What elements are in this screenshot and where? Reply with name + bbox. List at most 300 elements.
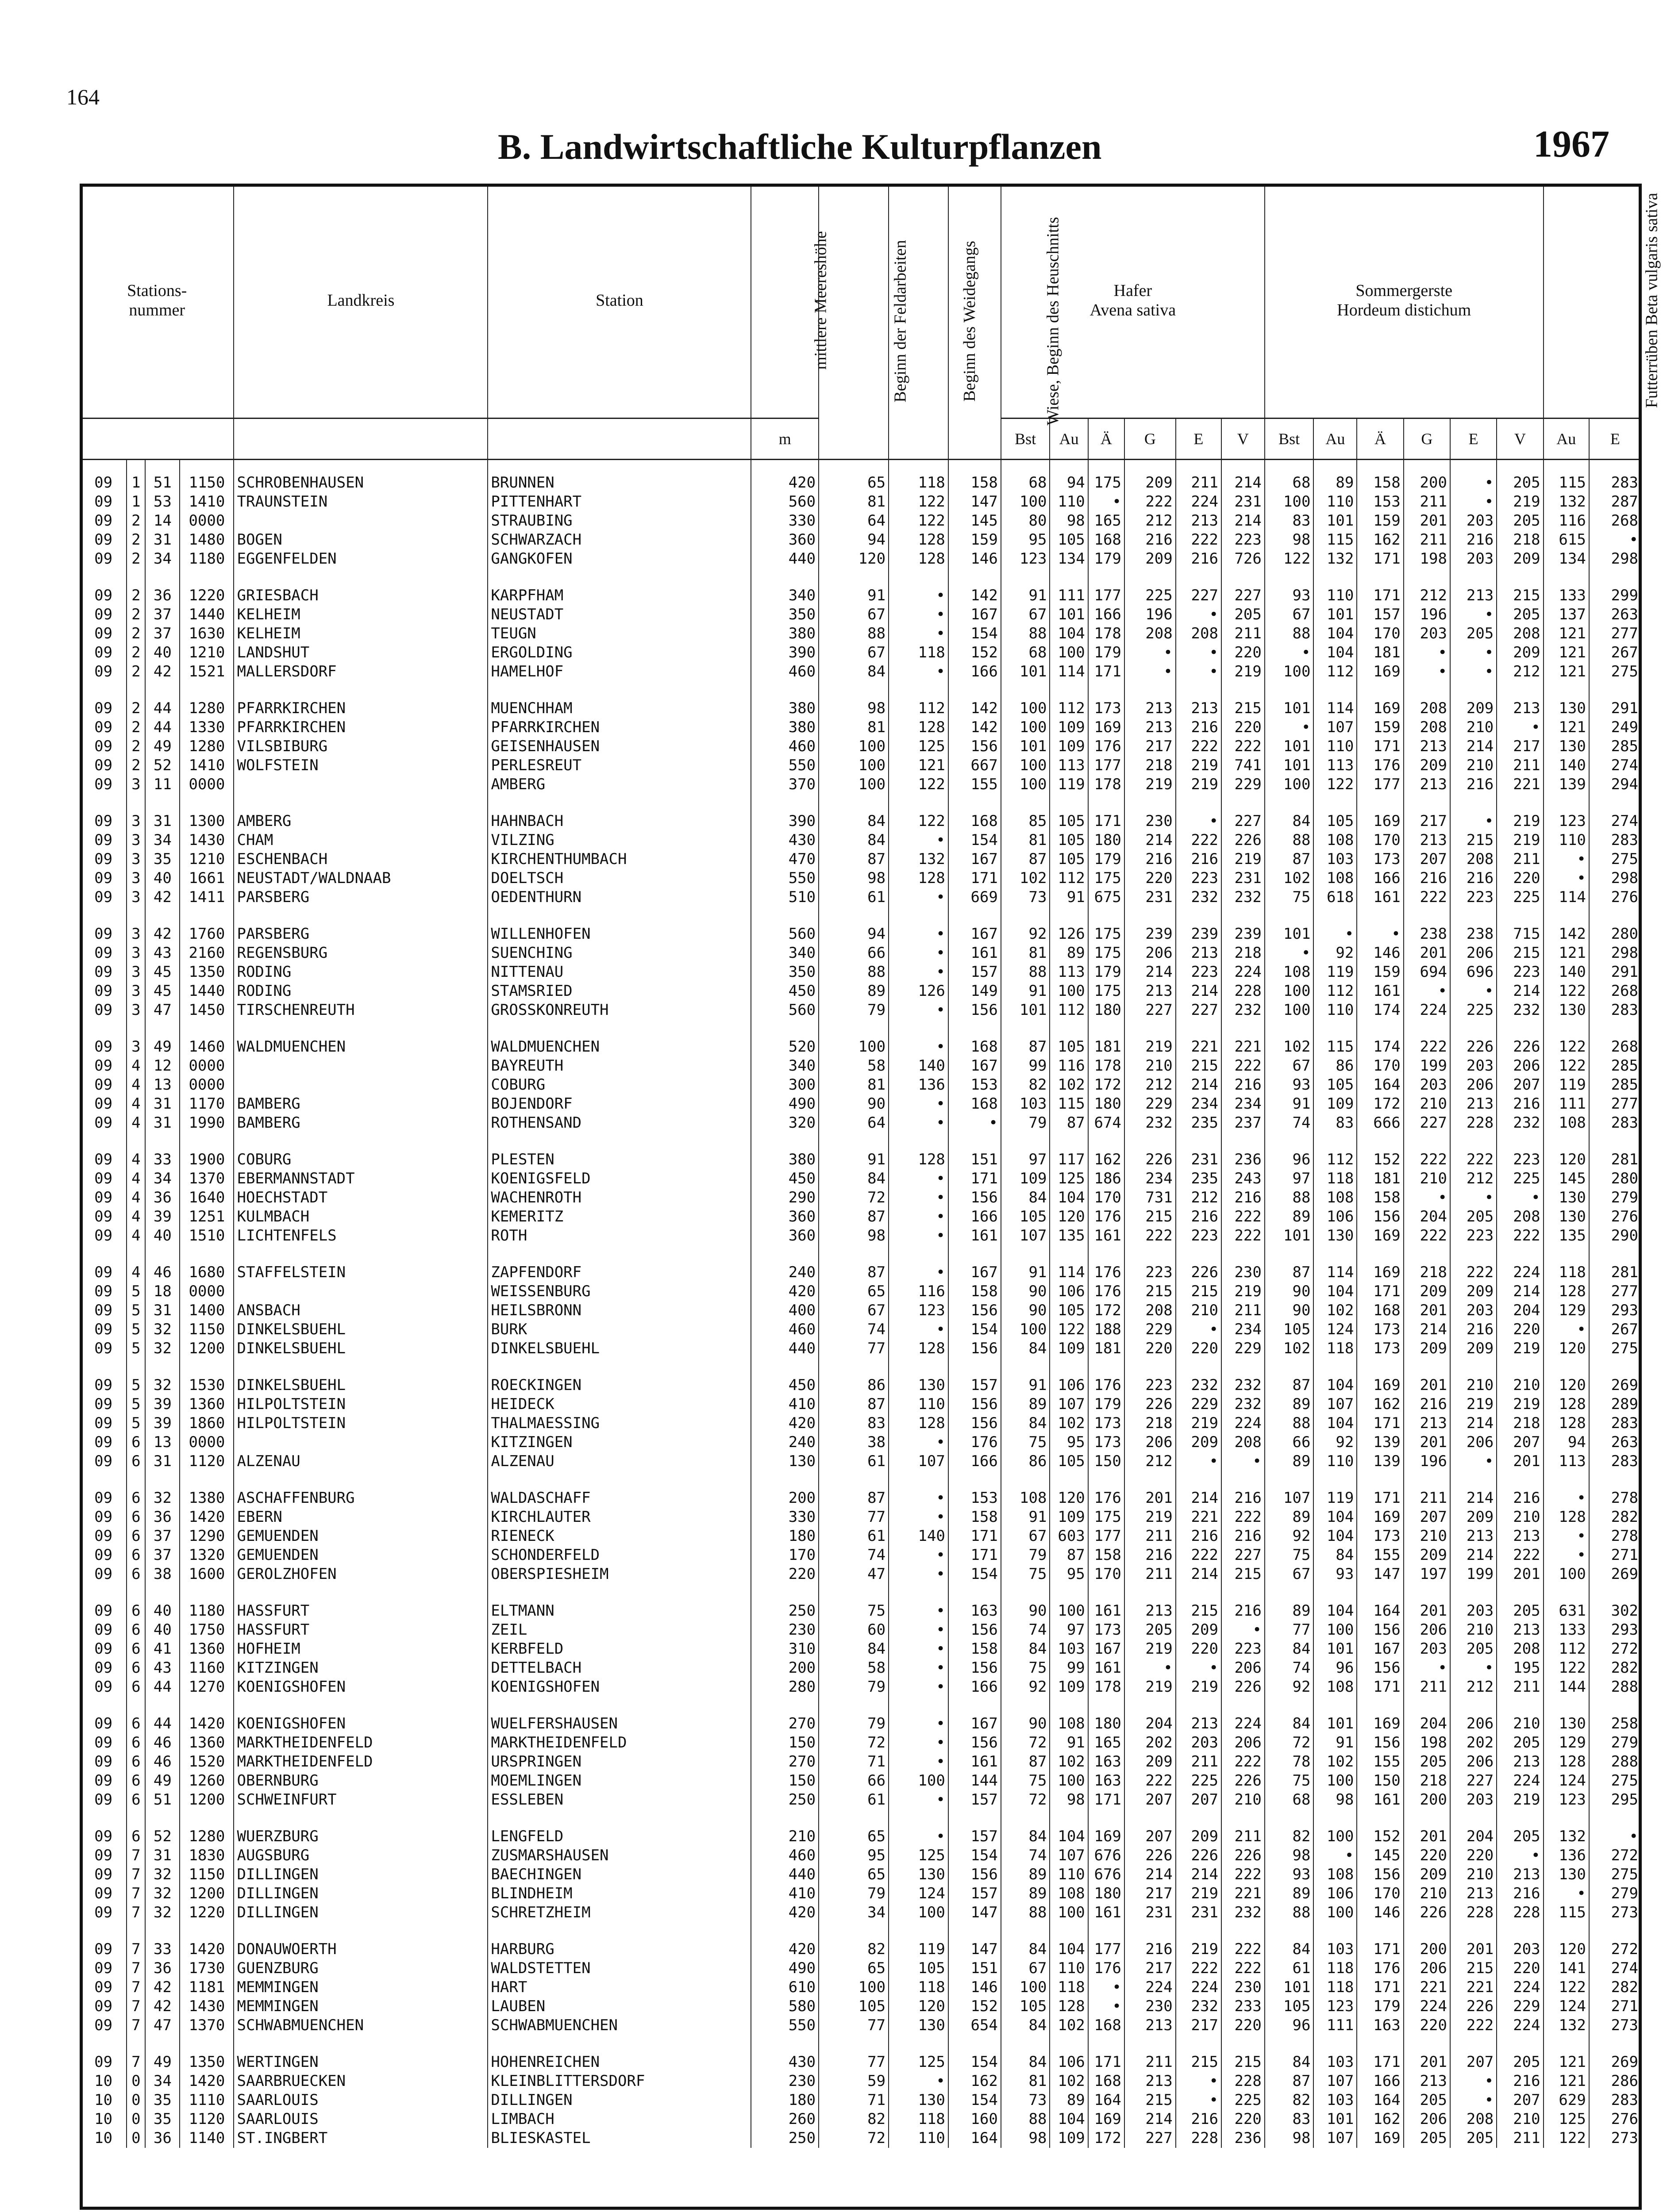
table-cell: 112: [1050, 869, 1088, 888]
table-cell: 219: [1124, 775, 1176, 794]
table-cell: 154: [948, 2053, 1001, 2072]
table-cell: 102: [1265, 1339, 1314, 1358]
table-cell: 154: [948, 624, 1001, 643]
table-cell: 270: [751, 1714, 819, 1733]
table-cell: 209: [1450, 699, 1497, 718]
table-cell: 12: [145, 1056, 180, 1075]
table-cell: 107: [1313, 2129, 1357, 2148]
table-cell: 102: [1050, 1752, 1088, 1771]
table-cell: 09: [80, 1188, 127, 1207]
table-cell: 224: [1404, 1997, 1450, 2016]
table-cell: 209: [1124, 1752, 1176, 1771]
table-cell: 33: [145, 1940, 180, 1959]
table-cell: 200: [1404, 1790, 1450, 1809]
table-cell: 0000: [180, 1433, 234, 1452]
table-cell: 109: [1050, 2129, 1088, 2148]
table-cell: DINKELSBUEHL: [234, 1339, 488, 1358]
table-cell: 216: [1404, 869, 1450, 888]
table-cell: 209: [1450, 1339, 1497, 1358]
table-cell: 58: [819, 1056, 889, 1075]
table-cell: 5: [127, 1339, 145, 1358]
table-cell: 4: [127, 1056, 145, 1075]
table-cell: 32: [145, 1865, 180, 1884]
table-cell: •: [1544, 850, 1589, 869]
table-cell: 3: [127, 831, 145, 850]
table-cell: 205: [1497, 2053, 1543, 2072]
table-cell: 164: [1357, 1601, 1403, 1621]
header-gerste-au: Au: [1313, 418, 1357, 459]
table-cell: 161: [1357, 982, 1403, 1001]
table-cell: 100: [1050, 1601, 1088, 1621]
table-cell: BLINDHEIM: [488, 1884, 751, 1903]
table-cell: 220: [1497, 869, 1543, 888]
table-cell: 213: [1497, 699, 1543, 718]
table-cell: 137: [1544, 605, 1589, 624]
table-cell: 273: [1589, 1903, 1641, 1922]
table-cell: 82: [819, 1940, 889, 1959]
table-cell: 144: [1544, 1678, 1589, 1697]
table-cell: 219: [1176, 1414, 1221, 1433]
table-cell: 84: [1001, 1188, 1050, 1207]
table-cell: 123: [889, 1301, 948, 1320]
table-cell: 1200: [180, 1790, 234, 1809]
table-cell: 228: [1450, 1114, 1497, 1133]
table-cell: 105: [1050, 831, 1088, 850]
table-cell: 09: [80, 1075, 127, 1094]
table-cell: 120: [1544, 1376, 1589, 1395]
table-cell: 176: [1088, 1207, 1124, 1226]
table-cell: 180: [751, 2091, 819, 2110]
year: 1967: [1533, 123, 1609, 165]
table-cell: 228: [1450, 1903, 1497, 1922]
table-cell: 156: [1357, 1865, 1403, 1884]
table-cell: 158: [948, 459, 1001, 492]
table-cell: 280: [751, 1678, 819, 1697]
table-cell: 228: [1176, 2129, 1221, 2148]
table-cell: 227: [1124, 2129, 1176, 2148]
table-cell: 330: [751, 511, 819, 530]
table-cell: 208: [1450, 850, 1497, 869]
table-cell: 92: [1001, 925, 1050, 944]
table-cell: 226: [1176, 1263, 1221, 1282]
table-cell: •: [1450, 459, 1497, 492]
table-cell: 215: [1497, 586, 1543, 605]
table-cell: 216: [1221, 1527, 1265, 1546]
table-cell: 165: [1088, 511, 1124, 530]
table-cell: 74: [1001, 1846, 1050, 1865]
table-cell: 91: [1001, 1508, 1050, 1527]
table-cell: 222: [1176, 737, 1221, 756]
table-cell: 211: [1221, 624, 1265, 643]
header-rueben: Futterrüben Beta vulgaris sativa: [1544, 184, 1641, 418]
table-cell: 215: [1176, 1601, 1221, 1621]
table-cell: 84: [1001, 2053, 1050, 2072]
table-cell: 211: [1176, 1752, 1221, 1771]
table-cell: 09: [80, 586, 127, 605]
table-cell: 240: [751, 1263, 819, 1282]
table-cell: 196: [1404, 605, 1450, 624]
table-cell: WEISSENBURG: [488, 1282, 751, 1301]
table-cell: 208: [1176, 624, 1221, 643]
table-cell: 209: [1404, 1339, 1450, 1358]
table-cell: 91: [1050, 888, 1088, 907]
table-cell: 222: [1221, 737, 1265, 756]
table-cell: 91: [1001, 1376, 1050, 1395]
table-cell: KIRCHENTHUMBACH: [488, 850, 751, 869]
table-cell: 126: [889, 982, 948, 1001]
table-cell: •: [889, 1489, 948, 1508]
table-cell: •: [889, 1263, 948, 1282]
table-cell: 6: [127, 1489, 145, 1508]
table-cell: 1450: [180, 1001, 234, 1020]
table-cell: EGGENFELDEN: [234, 549, 488, 568]
table-cell: 450: [751, 1169, 819, 1188]
table-cell: 216: [1176, 718, 1221, 737]
table-cell: 132: [1544, 492, 1589, 511]
table-cell: 274: [1589, 756, 1641, 775]
table-cell: 214: [1124, 2110, 1176, 2129]
table-cell: 79: [819, 1678, 889, 1697]
table-cell: 84: [1001, 1414, 1050, 1433]
table-cell: 1360: [180, 1640, 234, 1659]
table-cell: 31: [145, 1114, 180, 1133]
table-cell: •: [1450, 2091, 1497, 2110]
table-cell: 106: [1313, 1207, 1357, 1226]
table-cell: •: [889, 1433, 948, 1452]
table-cell: 09: [80, 1226, 127, 1245]
table-cell: 65: [819, 1282, 889, 1301]
table-cell: 222: [1221, 1226, 1265, 1245]
table-cell: 105: [1265, 1320, 1314, 1339]
table-cell: 105: [1265, 1997, 1314, 2016]
table-cell: 79: [1001, 1114, 1050, 1133]
table-cell: 224: [1176, 492, 1221, 511]
table-cell: 89: [1265, 1452, 1314, 1471]
table-cell: 173: [1357, 1320, 1403, 1339]
table-cell: 174: [1357, 1037, 1403, 1056]
table-cell: 550: [751, 756, 819, 775]
table-cell: 216: [1497, 2072, 1543, 2091]
table-cell: 237: [1221, 1114, 1265, 1133]
table-cell: 110: [1050, 1959, 1088, 1978]
table-cell: DILLINGEN: [234, 1884, 488, 1903]
table-cell: 35: [145, 2110, 180, 2129]
table-cell: 238: [1404, 925, 1450, 944]
table-cell: 294: [1589, 775, 1641, 794]
table-cell: 171: [1088, 812, 1124, 831]
table-cell: 115: [1313, 530, 1357, 549]
table-cell: 116: [889, 1282, 948, 1301]
table-cell: 170: [1357, 1056, 1403, 1075]
table-cell: 96: [1265, 2016, 1314, 2035]
table-cell: 173: [1088, 1433, 1124, 1452]
table-cell: 100: [1001, 699, 1050, 718]
table-cell: MALLERSDORF: [234, 662, 488, 681]
table-cell: 213: [1124, 2072, 1176, 2091]
table-cell: 629: [1544, 2091, 1589, 2110]
table-cell: 460: [751, 1846, 819, 1865]
table-cell: 726: [1221, 549, 1265, 568]
table-cell: 209: [1404, 1546, 1450, 1565]
table-cell: 282: [1589, 1978, 1641, 1997]
table-cell: 210: [1404, 1884, 1450, 1903]
table-cell: 203: [1176, 1733, 1221, 1752]
table-cell: SCHONDERFELD: [488, 1546, 751, 1565]
table-cell: 440: [751, 1865, 819, 1884]
table-cell: 107: [1265, 1489, 1314, 1508]
table-cell: 130: [889, 1376, 948, 1395]
table-cell: GUENZBURG: [234, 1959, 488, 1978]
table-cell: 1990: [180, 1114, 234, 1133]
table-cell: 666: [1357, 1114, 1403, 1133]
table-cell: 168: [1088, 2016, 1124, 2035]
table-cell: •: [1544, 1320, 1589, 1339]
table-cell: 0000: [180, 1075, 234, 1094]
table-cell: 227: [1221, 812, 1265, 831]
table-cell: 2: [127, 605, 145, 624]
table-cell: 105: [819, 1997, 889, 2016]
table-cell: 226: [1497, 1037, 1543, 1056]
table-cell: •: [1124, 1659, 1176, 1678]
table-cell: 90: [1001, 1714, 1050, 1733]
table-cell: 101: [1265, 925, 1314, 944]
table-cell: 230: [1124, 1997, 1176, 2016]
table-cell: 84: [1265, 812, 1314, 831]
table-cell: 93: [1313, 1565, 1357, 1584]
table-cell: 217: [1124, 737, 1176, 756]
table-cell: WALDMUENCHEN: [234, 1037, 488, 1056]
table-cell: 1170: [180, 1094, 234, 1114]
table-cell: 250: [751, 2129, 819, 2148]
table-cell: 129: [1544, 1733, 1589, 1752]
table-cell: 172: [1088, 1075, 1124, 1094]
table-cell: 239: [1221, 925, 1265, 944]
table-cell: 167: [1088, 1640, 1124, 1659]
table-cell: 157: [948, 963, 1001, 982]
table-cell: 09: [80, 1959, 127, 1978]
table-cell: 215: [1221, 699, 1265, 718]
table-cell: 731: [1124, 1188, 1176, 1207]
table-cell: ST.INGBERT: [234, 2129, 488, 2148]
table-cell: 99: [1050, 1659, 1088, 1678]
table-cell: 1510: [180, 1226, 234, 1245]
table-cell: 224: [1221, 1414, 1265, 1433]
table-cell: 09: [80, 1056, 127, 1075]
table-cell: KULMBACH: [234, 1207, 488, 1226]
table-cell: 82: [1001, 1075, 1050, 1094]
table-cell: 220: [1404, 1846, 1450, 1865]
table-cell: 09: [80, 1114, 127, 1133]
table-cell: 84: [1001, 1640, 1050, 1659]
table-cell: PFARRKIRCHEN: [234, 718, 488, 737]
table-cell: 150: [1357, 1771, 1403, 1790]
table-cell: 44: [145, 699, 180, 718]
table-cell: 75: [1001, 1565, 1050, 1584]
table-cell: 215: [1221, 2053, 1265, 2072]
table-cell: 232: [1176, 888, 1221, 907]
table-cell: 226: [1450, 1037, 1497, 1056]
table-cell: 100: [1050, 1903, 1088, 1922]
table-cell: 216: [1176, 850, 1221, 869]
table-cell: 420: [751, 1282, 819, 1301]
table-cell: 226: [1124, 1395, 1176, 1414]
table-cell: ZUSMARSHAUSEN: [488, 1846, 751, 1865]
table-cell: 98: [1265, 1846, 1314, 1865]
table-cell: 51: [145, 1790, 180, 1809]
table-cell: 6: [127, 1452, 145, 1471]
table-cell: 09: [80, 1508, 127, 1527]
table-cell: BOJENDORF: [488, 1094, 751, 1114]
table-cell: 222: [1176, 530, 1221, 549]
table-cell: •: [1497, 718, 1543, 737]
table-cell: 207: [1124, 1790, 1176, 1809]
header-gerste: Sommergerste Hordeum distichum: [1265, 184, 1544, 418]
table-cell: SCHWEINFURT: [234, 1790, 488, 1809]
table-cell: 170: [1357, 831, 1403, 850]
table-cell: 11: [145, 775, 180, 794]
table-cell: 213: [1404, 831, 1450, 850]
table-cell: 175: [1088, 944, 1124, 963]
table-cell: 275: [1589, 1771, 1641, 1790]
table-cell: 162: [948, 2072, 1001, 2091]
table-cell: 210: [1450, 718, 1497, 737]
table-cell: 160: [948, 2110, 1001, 2129]
table-cell: 223: [1497, 963, 1543, 982]
table-cell: MARKTHEIDENFELD: [234, 1733, 488, 1752]
table-cell: 09: [80, 1565, 127, 1584]
table-cell: 88: [1001, 624, 1050, 643]
table-cell: 124: [1544, 1997, 1589, 2016]
table-cell: 219: [1497, 812, 1543, 831]
table-cell: 263: [1589, 605, 1641, 624]
table-cell: 47: [145, 1001, 180, 1020]
table-cell: 220: [1497, 1320, 1543, 1339]
table-cell: 84: [819, 1640, 889, 1659]
table-cell: 156: [1357, 1621, 1403, 1640]
table-cell: 147: [948, 1940, 1001, 1959]
table-cell: 89: [1001, 1395, 1050, 1414]
table-cell: 230: [1124, 812, 1176, 831]
header-hafer-g: G: [1124, 418, 1176, 459]
table-cell: 204: [1404, 1207, 1450, 1226]
table-cell: 09: [80, 1169, 127, 1188]
table-cell: 171: [1088, 2053, 1124, 2072]
table-cell: 220: [1176, 1640, 1221, 1659]
table-cell: 09: [80, 1263, 127, 1282]
table-cell: 105: [1050, 850, 1088, 869]
table-cell: 101: [1265, 1226, 1314, 1245]
table-cell: 100: [1001, 718, 1050, 737]
table-cell: 220: [751, 1565, 819, 1584]
table-cell: 216: [1124, 850, 1176, 869]
table-cell: 218: [1404, 1771, 1450, 1790]
table-cell: 122: [889, 812, 948, 831]
table-cell: 145: [948, 511, 1001, 530]
table-cell: 129: [1544, 1301, 1589, 1320]
table-cell: 6: [127, 1621, 145, 1640]
table-cell: 171: [948, 1527, 1001, 1546]
table-cell: 83: [1265, 511, 1314, 530]
table-cell: 09: [80, 982, 127, 1001]
table-cell: 108: [1313, 1188, 1357, 1207]
table-cell: LANDSHUT: [234, 643, 488, 662]
table-cell: GRIESBACH: [234, 586, 488, 605]
table-cell: 118: [1050, 1978, 1088, 1997]
table-cell: 100: [1265, 1001, 1314, 1020]
table-cell: 95: [1050, 1565, 1088, 1584]
table-cell: 470: [751, 850, 819, 869]
table-cell: ROTH: [488, 1226, 751, 1245]
table-cell: 3: [127, 1001, 145, 1020]
table-cell: 94: [1050, 459, 1088, 492]
table-cell: 203: [1497, 1940, 1543, 1959]
table-cell: 219: [1176, 1884, 1221, 1903]
table-cell: 105: [889, 1959, 948, 1978]
table-cell: 44: [145, 1714, 180, 1733]
table-cell: 5: [127, 1414, 145, 1433]
table-cell: 380: [751, 624, 819, 643]
table-cell: 110: [1313, 1001, 1357, 1020]
table-cell: 229: [1124, 1094, 1176, 1114]
table-cell: ALZENAU: [234, 1452, 488, 1471]
table-cell: 130: [1544, 737, 1589, 756]
table-cell: 128: [1544, 1414, 1589, 1433]
table-cell: 81: [819, 1075, 889, 1094]
table-cell: 100: [819, 1037, 889, 1056]
table-cell: 216: [1404, 1395, 1450, 1414]
table-cell: •: [889, 1207, 948, 1226]
table-cell: 1680: [180, 1263, 234, 1282]
table-cell: 208: [1124, 624, 1176, 643]
table-cell: 68: [1265, 1790, 1314, 1809]
table-cell: •: [1265, 643, 1314, 662]
table-cell: 92: [1265, 1527, 1314, 1546]
table-cell: 249: [1589, 718, 1641, 737]
table-cell: 274: [1589, 812, 1641, 831]
table-cell: 2: [127, 718, 145, 737]
table-cell: 7: [127, 2016, 145, 2035]
table-cell: 09: [80, 850, 127, 869]
table-cell: 1180: [180, 1601, 234, 1621]
table-cell: 09: [80, 1320, 127, 1339]
table-cell: 223: [1124, 1376, 1176, 1395]
table-cell: 75: [1265, 1546, 1314, 1565]
table-cell: 227: [1176, 1001, 1221, 1020]
table-cell: 216: [1176, 549, 1221, 568]
page-title: B. Landwirtschaftliche Kulturpflanzen: [498, 127, 1102, 167]
table-cell: 09: [80, 530, 127, 549]
table-cell: 214: [1450, 737, 1497, 756]
table-cell: 180: [1088, 1094, 1124, 1114]
table-cell: 140: [889, 1527, 948, 1546]
table-cell: 1630: [180, 624, 234, 643]
table-cell: 84: [1001, 2016, 1050, 2035]
table-cell: 181: [1357, 1169, 1403, 1188]
table-cell: 213: [1176, 511, 1221, 530]
table-cell: •: [1265, 718, 1314, 737]
table-cell: •: [1450, 605, 1497, 624]
table-cell: ROTHENSAND: [488, 1114, 751, 1133]
table-cell: 60: [819, 1621, 889, 1640]
table-cell: 164: [1357, 1075, 1403, 1094]
table-cell: 1900: [180, 1150, 234, 1169]
table-cell: 2: [127, 699, 145, 718]
table-cell: 222: [1221, 1207, 1265, 1226]
table-cell: 202: [1124, 1733, 1176, 1752]
table-cell: 218: [1124, 756, 1176, 775]
table-cell: 145: [1544, 1169, 1589, 1188]
table-cell: 114: [1050, 1263, 1088, 1282]
